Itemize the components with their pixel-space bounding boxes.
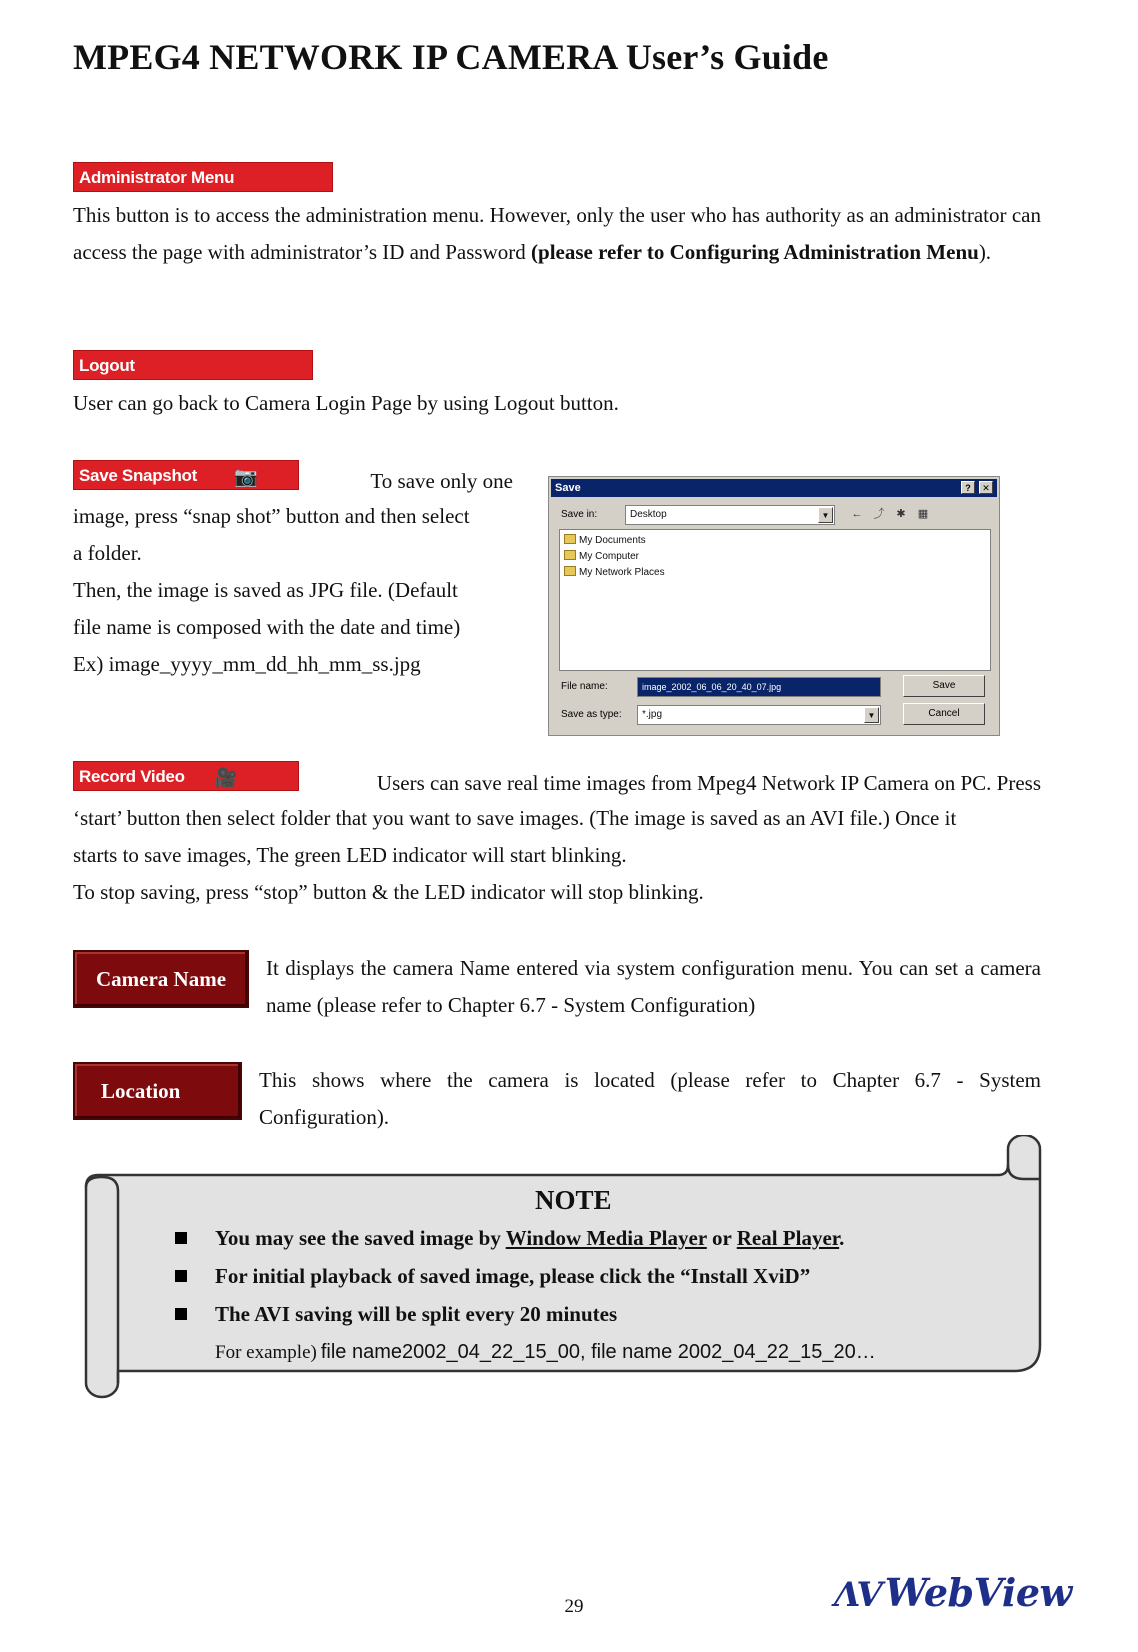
dialog-titlebar: [551, 479, 997, 497]
save-in-label: Save in:: [561, 509, 598, 520]
note-text: or: [712, 1226, 732, 1250]
note-text: .: [839, 1226, 845, 1250]
file-list[interactable]: [559, 529, 991, 671]
location-description: This shows where the camera is located (please refer to Chapter 6.7 - System Configuration).: [259, 1068, 1041, 1129]
record-video-button[interactable]: [73, 761, 299, 791]
save-snapshot-button[interactable]: [73, 460, 299, 490]
window-media-player-link[interactable]: Window Media Player: [505, 1226, 707, 1250]
place-label: My Computer: [579, 551, 640, 562]
snapshot-line: image, press “snap shot” button and then select: [73, 504, 470, 528]
save-snapshot-label: Save Snapshot: [79, 466, 197, 485]
back-icon[interactable]: ←: [851, 508, 863, 520]
snapshot-line: Then, the image is saved as JPG file. (Default: [73, 578, 458, 602]
file-name-input[interactable]: [637, 677, 881, 697]
network-icon: [564, 566, 576, 576]
record-video-label: Record Video: [79, 767, 185, 786]
snapshot-line: Ex) image_yyyy_mm_dd_hh_mm_ss.jpg: [73, 652, 421, 676]
save-type-select[interactable]: [637, 705, 881, 725]
snapshot-line: file name is composed with the date and time): [73, 615, 461, 639]
note-text: You may see the saved image by: [215, 1226, 501, 1250]
save-in-select[interactable]: [625, 505, 835, 525]
file-name-value: image_2002_06_06_20_40_07.jpg: [642, 682, 782, 692]
help-icon[interactable]: ?: [961, 481, 975, 494]
view-menu-icon[interactable]: ▦: [917, 508, 929, 520]
note-text: The AVI saving will be split every 20 minutes: [215, 1302, 618, 1326]
snapshot-text-lead: To save only one: [370, 469, 513, 493]
admin-text-bold: (please refer to Configuring Administration Menu: [531, 240, 979, 264]
up-folder-icon[interactable]: ⤴: [873, 508, 885, 520]
record-line: starts to save images, The green LED indicator will start blinking.: [73, 843, 627, 867]
page-number: 29: [564, 1596, 584, 1617]
record-text-lead: Users can save real time images from Mpeg4 Network IP Camera on PC. Press: [376, 771, 1041, 795]
logout-button[interactable]: [73, 350, 313, 380]
record-line: ‘start’ button then select folder that you want to save images. (The image is saved as an AVI file.) Once it: [73, 806, 957, 830]
example-text: file name2002_04_22_15_00, file name 2002_04_22_15_20…: [320, 1341, 876, 1363]
file-name-label: File name:: [561, 681, 608, 692]
computer-icon: [564, 550, 576, 560]
bullet-icon: [175, 1232, 187, 1244]
administrator-menu-button[interactable]: [73, 162, 333, 192]
chevron-down-icon[interactable]: ▼: [818, 507, 833, 523]
admin-description: [73, 197, 1041, 271]
dialog-save-button[interactable]: Save: [903, 675, 985, 697]
real-player-link[interactable]: Real Player: [736, 1226, 840, 1250]
folder-icon: [564, 534, 576, 544]
location-button[interactable]: Location: [73, 1062, 242, 1120]
bullet-icon: [175, 1308, 187, 1320]
camera-icon: 📷: [234, 467, 258, 488]
place-label: My Documents: [579, 535, 646, 546]
video-camera-icon: 🎥: [214, 768, 238, 789]
note-text: For initial playback of saved image, please click the “Install XviD”: [215, 1264, 811, 1288]
snapshot-description: [73, 498, 513, 683]
logout-label: Logout: [79, 356, 135, 375]
logo-mark-icon: ɅV: [834, 1575, 879, 1615]
save-type-label: Save as type:: [561, 709, 622, 720]
list-item[interactable]: [564, 550, 639, 564]
camera-name-description: It displays the camera Name entered via system configuration menu. You can set a camera name (please refer to Chapter 6.7 - System Configuration): [266, 956, 1041, 1017]
dialog-cancel-button[interactable]: Cancel: [903, 703, 985, 725]
logo-text: WebView: [884, 1570, 1072, 1615]
note-title: NOTE: [535, 1185, 612, 1215]
place-label: My Network Places: [579, 567, 665, 578]
save-in-value: Desktop: [630, 509, 667, 520]
admin-text: This button is to access the administration menu. However, only the user who has authority as an administrator can access the page with administrator’s ID and Password: [73, 203, 1041, 264]
save-type-value: *.jpg: [642, 709, 663, 720]
save-dialog: [548, 476, 1000, 736]
page-title: MPEG4 NETWORK IP CAMERA User’s Guide: [73, 37, 829, 77]
note-example: [215, 1341, 876, 1364]
record-line: To stop saving, press “stop” button & the LED indicator will stop blinking.: [73, 880, 704, 904]
snapshot-line: a folder.: [73, 541, 142, 565]
webview-logo: [834, 1570, 1072, 1615]
dialog-title: Save: [555, 482, 581, 494]
camera-name-button[interactable]: Camera Name: [73, 950, 249, 1008]
record-description: [73, 800, 1041, 911]
list-item[interactable]: [564, 534, 646, 548]
list-item[interactable]: [564, 566, 665, 580]
close-icon[interactable]: ✕: [979, 481, 993, 494]
bullet-icon: [175, 1270, 187, 1282]
example-label: For example): [215, 1342, 317, 1363]
chevron-down-icon[interactable]: ▼: [864, 707, 879, 723]
logout-description: User can go back to Camera Login Page by using Logout button.: [73, 391, 619, 415]
admin-text-end: ).: [978, 240, 992, 264]
new-folder-icon[interactable]: ✱: [896, 508, 906, 520]
administrator-menu-label: Administrator Menu: [79, 168, 235, 187]
